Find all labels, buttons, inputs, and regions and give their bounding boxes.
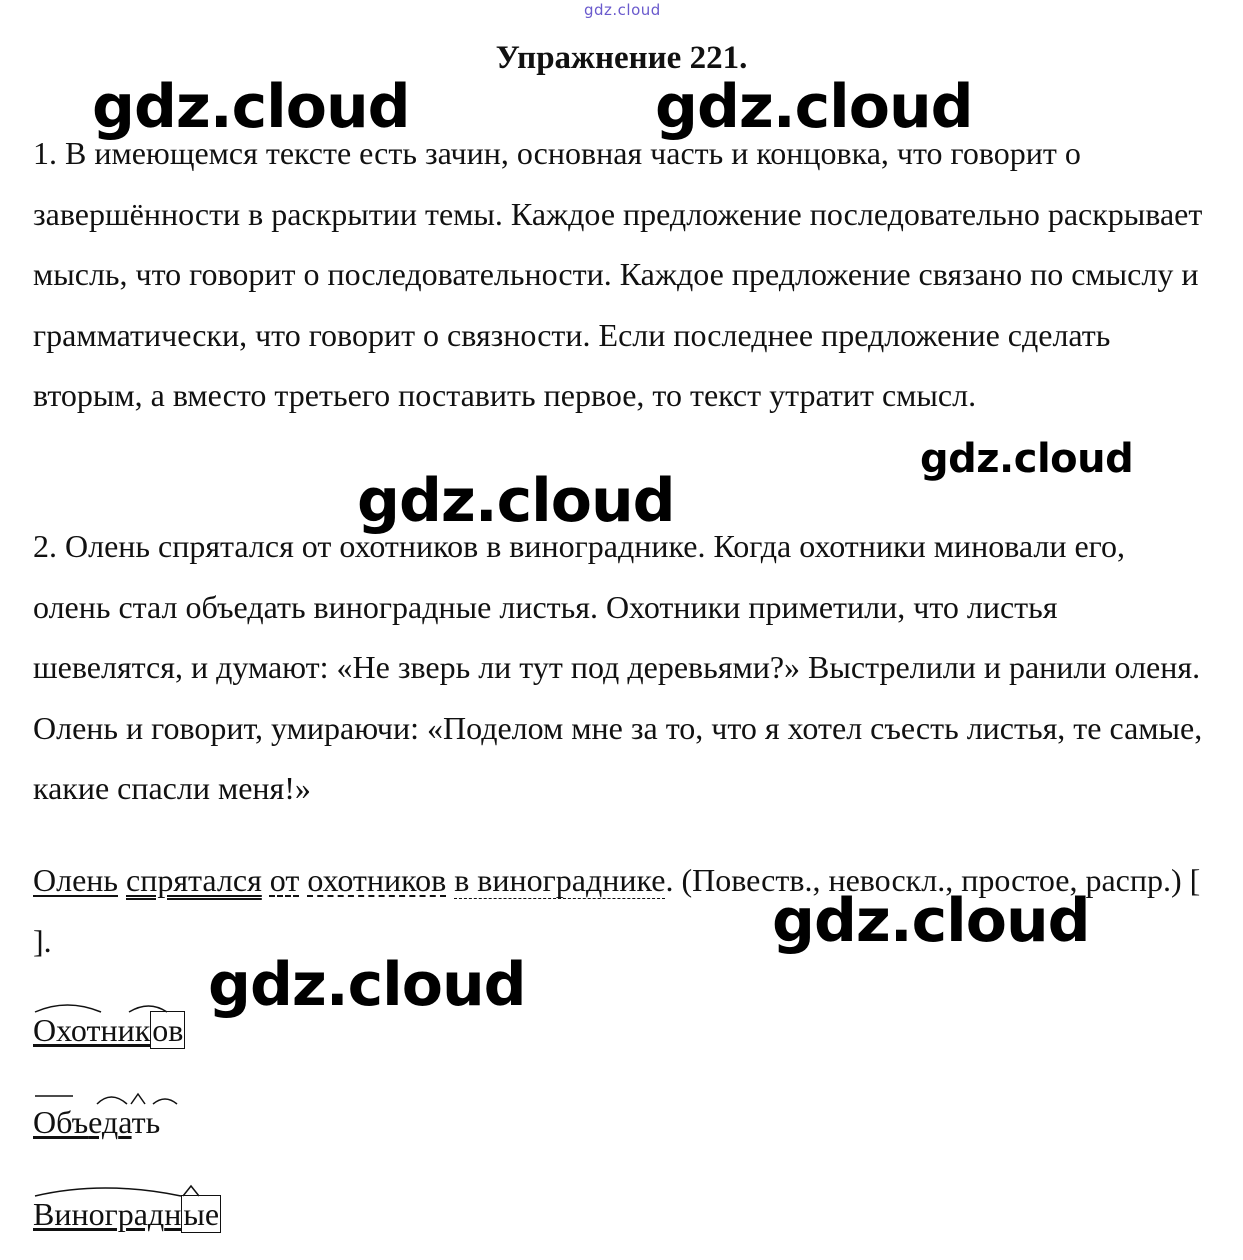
watermark-small: gdz.cloud [584,1,661,19]
prefix-2: Объ [33,1104,89,1140]
exercise-title: Упражнение 221. [495,40,748,76]
adverbial: в винограднике [454,862,666,898]
subject: Олень [33,862,118,898]
morpheme-marks-2 [33,1092,213,1122]
object-preposition: от [269,862,300,898]
root-3: Виноград [33,1196,165,1232]
morpheme-marks-3 [33,1184,233,1214]
paragraph-1: 1. В имеющемся тексте есть зачин, основная часть и концовка, что говорит о завершённости в раскрытии темы. Каждое предложение последовательно раскрывает мысль, что говорит о последовательности. Каждое предложение связано по смыслу и грамматически, что говорит о связности. Если последнее предложение сделать вторым, а вместо третьего поставить первое, то текст утратит смысл. [33,135,1203,413]
suffix-arc-1 [129,1006,167,1012]
stem-1: Охотник [33,1012,151,1048]
object: охотников [307,862,447,898]
suffix-mark-3 [183,1186,199,1196]
watermark-2: gdz.cloud [655,72,973,142]
ending-3: ые [183,1196,220,1232]
morpheme-word-2 [33,1104,160,1141]
suffix2-mark-2 [153,1099,177,1104]
watermark-5: gdz.cloud [772,886,1090,956]
suffix-3: н [164,1196,182,1232]
stem-mark-1 [33,998,213,1028]
predicate: спрятался [126,862,262,898]
suffix2-2: ть [131,1104,161,1140]
sentence-period: . [665,862,674,898]
suffix-mark-2 [131,1094,145,1104]
root-arc-1 [35,1005,101,1012]
suffix-2: а [118,1104,132,1140]
paragraph-2: 2. Олень спрятался от охотников в винограднике. Когда охотники миновали его, олень стал объедать виноградные листья. Охотники приметили, что листья шевелятся, и думают: «Не зверь ли тут под деревьями?» Выстрелили и ранили оленя. Олень и говорит, умираючи: «Поделом мне за то, что я хотел съесть листья, те самые, какие спасли меня!» [33,528,1203,806]
watermark-1: gdz.cloud [92,72,410,142]
sentence-characteristics: (Повеств., невоскл., простое, распр.) [ ]. [33,862,1201,959]
root-arc-3 [35,1188,181,1196]
root-arc-2 [97,1097,127,1104]
morpheme-word-3 [33,1196,221,1233]
root-2: ед [88,1104,119,1140]
ending-1: ов [152,1012,184,1048]
morpheme-word-1 [33,1012,185,1049]
watermark-4: gdz.cloud [357,466,675,536]
watermark-3: gdz.cloud [920,436,1134,482]
watermark-6: gdz.cloud [208,950,526,1020]
